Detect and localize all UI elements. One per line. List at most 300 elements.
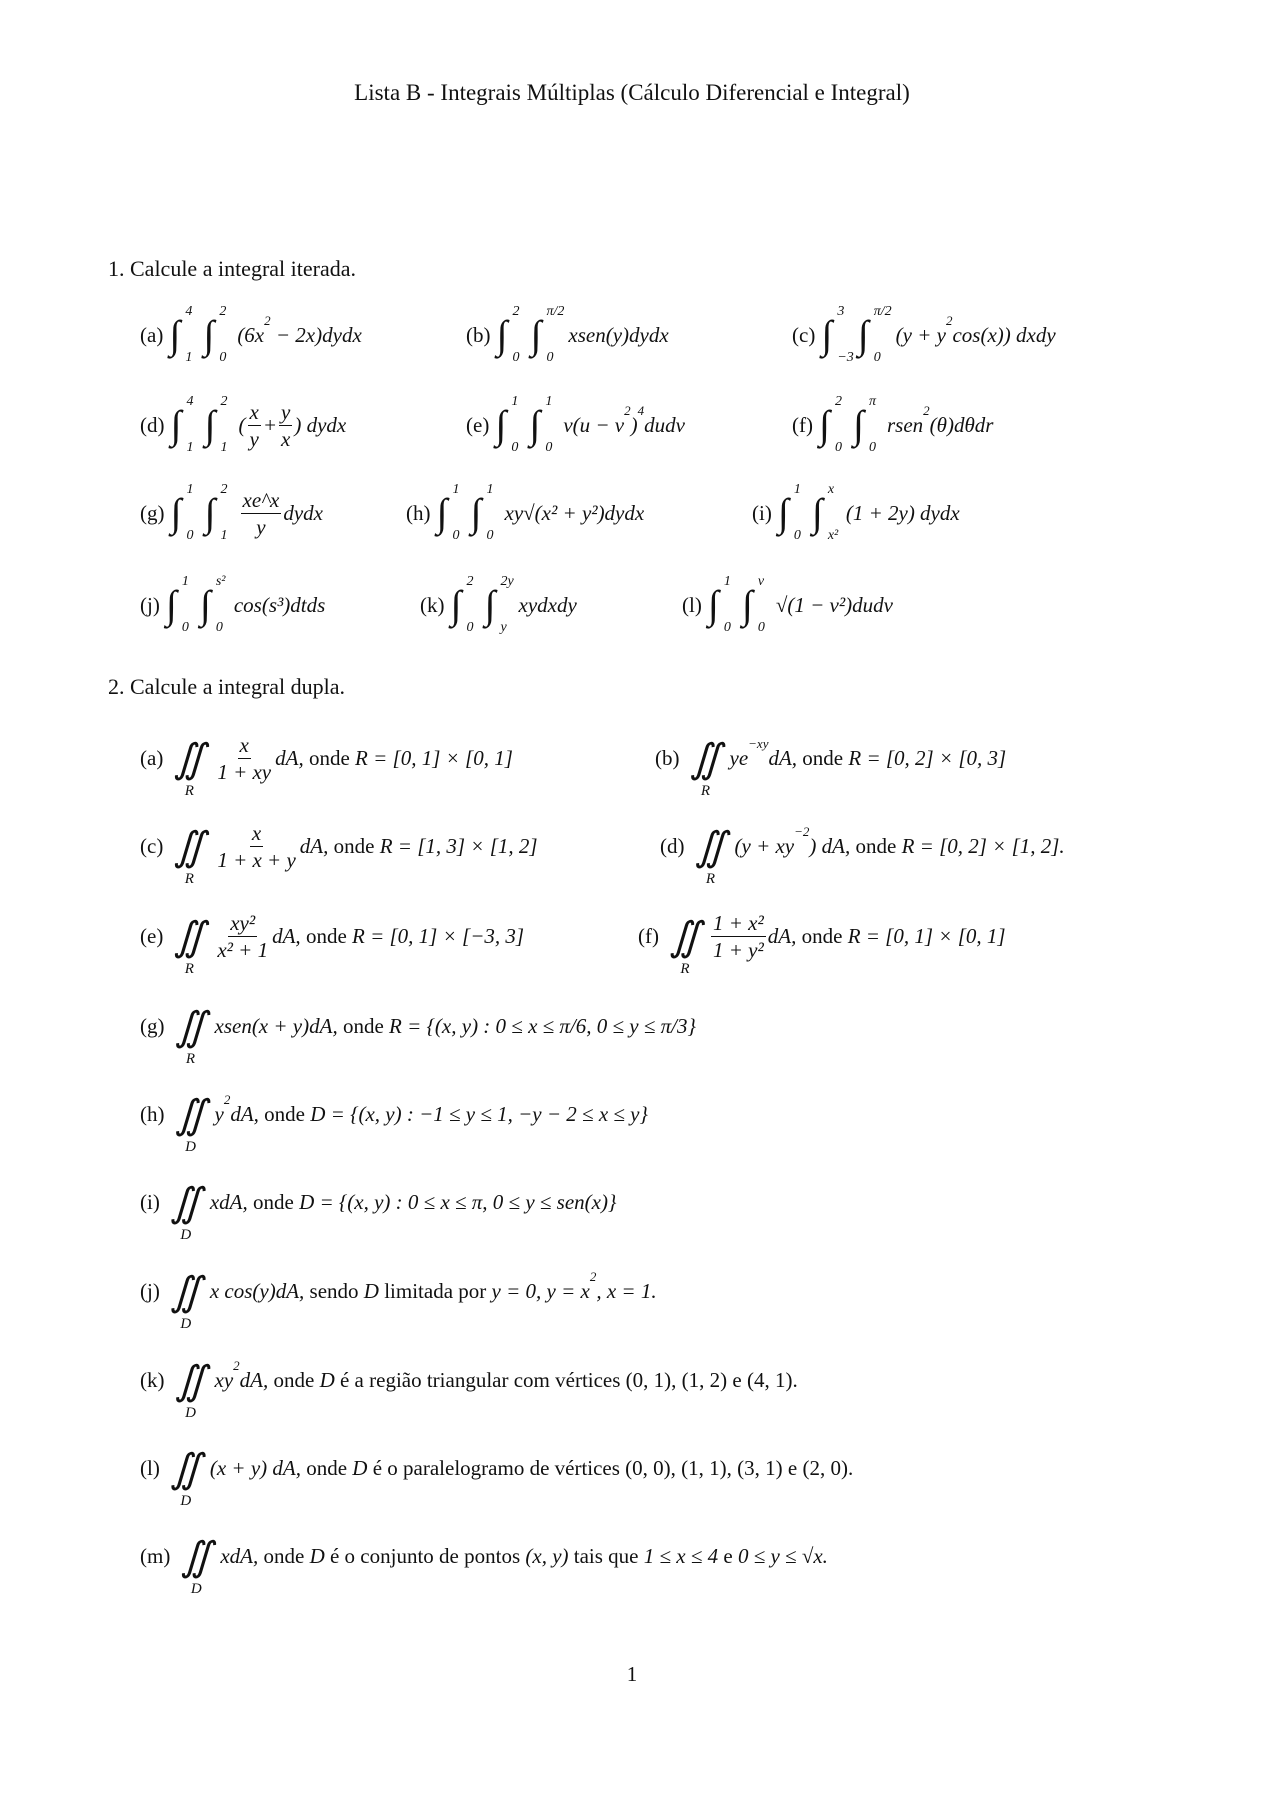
iterated-integral-item <box>682 565 893 645</box>
text: onde <box>263 1543 310 1568</box>
integral-limits <box>874 304 892 366</box>
page-number: 1 <box>626 1662 638 1686</box>
double-integral-item <box>660 806 1065 886</box>
double-integral-item <box>140 1162 616 1242</box>
math-expression: D <box>352 1455 373 1480</box>
math-expression: xy√(x² + y²)dydx <box>504 500 645 525</box>
double-integral-item <box>140 718 513 798</box>
integral-symbol: ∫ <box>496 312 508 357</box>
region-subscript: D <box>190 1581 202 1597</box>
math-expression: v(u − v <box>563 412 625 437</box>
integral-limits <box>182 574 196 636</box>
item-label: (j) <box>140 592 160 617</box>
double-integral-item <box>140 896 524 976</box>
upper-limit: 1 <box>545 394 553 409</box>
math-expression: cos(x)) dxdy <box>952 322 1056 347</box>
integral-limits <box>216 574 230 636</box>
math-expression: dudv <box>644 412 685 437</box>
math-expression: ye <box>729 745 749 770</box>
item-label: (l) <box>140 1455 160 1480</box>
math-expression: xdA, <box>209 1189 253 1214</box>
item-label: (c) <box>140 833 164 858</box>
integral-sign <box>495 392 525 458</box>
integral-symbol: ∫ <box>529 402 541 447</box>
iterated-integral-item <box>406 473 644 553</box>
iterated-integral-item <box>792 385 993 465</box>
superscript: −xy <box>748 736 769 751</box>
region-subscript: R <box>184 871 194 887</box>
lower-limit: 1 <box>220 528 228 543</box>
text: onde <box>305 923 353 948</box>
superscript: 2 <box>264 313 271 328</box>
item-label: (g) <box>140 500 165 525</box>
math-expression: D = {(x, y) : −1 ≤ y ≤ 1, −y − 2 ≤ x ≤ y} <box>310 1101 648 1126</box>
lower-limit: 0 <box>757 620 765 635</box>
math-expression: dA, <box>768 745 803 770</box>
integral-limits <box>828 482 842 544</box>
superscript: −2 <box>794 824 810 839</box>
item-label: (d) <box>140 412 165 437</box>
math-expression: dA, <box>299 833 334 858</box>
double-integral-sign <box>166 1269 206 1333</box>
integral-sign <box>858 302 892 368</box>
math-expression: 0 ≤ y ≤ √x. <box>737 1543 828 1568</box>
integral-symbol: ∫ <box>199 582 211 627</box>
integral-sign <box>529 392 559 458</box>
text: é a região triangular com vértices (0, 1), (1, 2) e (4, 1). <box>339 1367 798 1392</box>
integral-sign <box>200 572 230 638</box>
integral-sign <box>205 392 235 458</box>
item-label: (m) <box>140 1543 171 1568</box>
text: onde <box>855 833 902 858</box>
integral-limits <box>758 574 772 636</box>
fraction-denominator: 1 + y² <box>712 937 764 962</box>
integral-symbol: ∫ <box>470 490 482 535</box>
upper-limit: 1 <box>452 482 460 497</box>
integral-limits <box>724 574 738 636</box>
integral-sign <box>531 302 565 368</box>
iterated-integral-item <box>140 473 323 553</box>
integral-sign <box>203 302 233 368</box>
double-integral-sign <box>171 1092 211 1156</box>
lower-limit: 0 <box>181 620 189 635</box>
integral-symbol: ∫ <box>450 582 462 627</box>
integral-limits <box>794 482 808 544</box>
lower-limit: x² <box>827 528 839 543</box>
lower-limit: 1 <box>186 440 194 455</box>
upper-limit: 2 <box>834 394 842 409</box>
math-expression: (y + y <box>895 322 946 347</box>
region-subscript: R <box>700 783 711 799</box>
lower-limit: 0 <box>873 350 881 365</box>
item-label: (j) <box>140 1278 160 1303</box>
integral-limits <box>185 304 199 366</box>
text: é o paralelogramo de vértices (0, 0), (1, 1), (3, 1) e (2, 0). <box>372 1455 854 1480</box>
fraction-numerator: x <box>251 820 262 845</box>
text: onde <box>308 745 356 770</box>
integral-sign <box>205 480 235 546</box>
math-expression: cos(s³)dtds <box>233 592 326 617</box>
item-label: (e) <box>466 412 490 437</box>
region-subscript: R <box>680 961 690 977</box>
double-integral-symbol: ∬ <box>170 1180 202 1225</box>
integral-sign <box>437 480 467 546</box>
item-label: (h) <box>406 500 431 525</box>
item-label: (k) <box>420 592 445 617</box>
math-expression: R = [0, 2] × [0, 3] <box>848 745 1007 770</box>
integral-sign <box>451 572 481 638</box>
math-expression: xydxdy <box>518 592 577 617</box>
double-integral-sign <box>166 1446 206 1510</box>
upper-limit: 2 <box>219 304 227 319</box>
integral-limits <box>511 394 525 456</box>
upper-limit: 2 <box>220 482 228 497</box>
lower-limit: 0 <box>466 620 474 635</box>
fraction-denominator: 1 + x + y <box>217 847 296 872</box>
integral-limits <box>221 482 235 544</box>
double-integral-symbol: ∬ <box>689 736 722 781</box>
text: onde <box>342 1013 390 1038</box>
upper-limit: 1 <box>723 574 731 589</box>
region-subscript: D <box>180 1493 192 1509</box>
math-expression: (x, y) <box>525 1543 574 1568</box>
upper-limit: 2 <box>512 304 520 319</box>
text: limitada por <box>384 1278 492 1303</box>
integral-symbol: ∫ <box>857 312 869 357</box>
superscript: 2 <box>624 403 631 418</box>
superscript: 2 <box>223 1092 231 1107</box>
math-expression: R = [0, 1] × [0, 1] <box>847 923 1006 948</box>
fraction-denominator: 1 + xy <box>217 759 272 784</box>
integral-symbol: ∫ <box>165 582 177 627</box>
text: onde <box>801 923 848 948</box>
iterated-integral-item <box>140 565 325 645</box>
text: é o conjunto de pontos <box>329 1543 526 1568</box>
item-label: (i) <box>140 1189 160 1214</box>
fraction-denominator: y <box>256 514 266 539</box>
double-integral-sign <box>169 914 209 978</box>
integral-symbol: ∫ <box>169 312 181 357</box>
math-expression: D = {(x, y) : 0 ≤ x ≤ π, 0 ≤ y ≤ sen(x)} <box>299 1189 617 1214</box>
superscript: 2 <box>233 1358 240 1373</box>
integral-sign <box>778 480 808 546</box>
fraction-numerator: xe^x <box>242 487 280 512</box>
fraction-numerator: y <box>281 399 291 424</box>
math-expression: R = {(x, y) : 0 ≤ x ≤ π/6, 0 ≤ y ≤ π/3} <box>389 1013 696 1038</box>
integral-symbol: ∫ <box>204 402 216 447</box>
superscript: 4 <box>637 403 645 418</box>
fraction-numerator: x <box>249 399 259 424</box>
fraction <box>215 911 270 962</box>
math-expression: xy <box>214 1367 234 1392</box>
double-integral-item <box>140 806 538 886</box>
integral-sign <box>169 302 199 368</box>
upper-limit: 2 <box>466 574 474 589</box>
integral-limits <box>467 574 481 636</box>
math-expression: (θ)dθdr <box>929 412 994 437</box>
math-expression: R = [0, 1] × [−3, 3] <box>352 923 525 948</box>
item-label: (i) <box>752 500 772 525</box>
integral-symbol: ∫ <box>707 582 719 627</box>
integral-sign <box>853 392 883 458</box>
upper-limit: 1 <box>486 482 494 497</box>
integral-symbol: ∫ <box>170 402 182 447</box>
integral-symbol: ∫ <box>818 402 830 447</box>
upper-limit: 3 <box>837 304 845 319</box>
math-expression: (6x <box>237 322 265 347</box>
item-label: (a) <box>140 322 164 347</box>
integral-symbol: ∫ <box>852 402 864 447</box>
math-expression: y <box>214 1101 224 1126</box>
upper-limit: x <box>827 482 835 497</box>
math-expression: xdA, <box>220 1543 264 1568</box>
item-label: (e) <box>140 923 164 948</box>
double-integral-sign <box>665 914 705 978</box>
double-integral-symbol: ∬ <box>174 1004 207 1049</box>
superscript: 2 <box>589 1269 597 1284</box>
item-label: (f) <box>638 923 659 948</box>
integral-symbol: ∫ <box>777 490 789 535</box>
region-subscript: D <box>185 1405 196 1421</box>
double-integral-item <box>140 1516 828 1596</box>
lower-limit: 0 <box>486 528 494 543</box>
math-expression: (1 + 2y) dydx <box>845 500 960 525</box>
math-expression: x cos(y)dA, <box>209 1278 310 1303</box>
math-expression: (x + y) dA, <box>209 1455 307 1480</box>
integral-sign <box>708 572 738 638</box>
math-expression: xsen(y)dydx <box>568 322 669 347</box>
lower-limit: 0 <box>834 440 842 455</box>
item-label: (b) <box>466 322 491 347</box>
integral-limits <box>219 304 233 366</box>
integral-symbol: ∫ <box>203 312 215 357</box>
double-integral-symbol: ∬ <box>170 1446 202 1491</box>
upper-limit: 1 <box>186 482 194 497</box>
math-expression: ) <box>630 412 638 437</box>
double-integral-sign <box>166 1180 206 1244</box>
region-subscript: D <box>180 1316 192 1332</box>
upper-limit: 2 <box>220 394 228 409</box>
integral-limits <box>501 574 515 636</box>
math-expression: xsen(x + y)dA, <box>214 1013 343 1038</box>
item-label: (f) <box>792 412 813 437</box>
fraction <box>279 400 292 451</box>
item-label: (g) <box>140 1013 165 1038</box>
math-expression: D <box>319 1367 340 1392</box>
math-expression: R = [1, 3] × [1, 2] <box>379 833 538 858</box>
iterated-integral-item <box>140 385 346 465</box>
double-integral-symbol: ∬ <box>170 1269 202 1314</box>
double-integral-item <box>638 896 1006 976</box>
superscript: 2 <box>923 403 930 418</box>
lower-limit: y <box>500 620 507 635</box>
fraction-denominator: y <box>249 426 259 451</box>
double-integral-symbol: ∬ <box>180 1534 213 1579</box>
integral-limits <box>547 304 565 366</box>
double-integral-sign <box>686 736 726 800</box>
lower-limit: 1 <box>220 440 228 455</box>
integral-sign <box>812 480 842 546</box>
integral-sign <box>742 572 772 638</box>
double-integral-item <box>140 1340 798 1420</box>
item-label: (l) <box>682 592 702 617</box>
fraction <box>248 400 261 451</box>
region-subscript: R <box>185 1051 196 1067</box>
lower-limit: −3 <box>837 350 854 365</box>
region-subscript: D <box>185 1139 196 1155</box>
math-expression: R = [0, 2] × [1, 2]. <box>901 833 1065 858</box>
fraction <box>215 733 273 784</box>
double-integral-item <box>140 1251 657 1331</box>
iterated-integral-item <box>792 295 1056 375</box>
integral-limits <box>453 482 467 544</box>
section-1-heading: 1. Calcule a integral iterada. <box>108 256 356 281</box>
math-expression: (y + xy <box>734 833 795 858</box>
math-expression: dA, <box>239 1367 274 1392</box>
integral-sign <box>171 480 201 546</box>
lower-limit: 0 <box>545 440 553 455</box>
integral-limits <box>513 304 527 366</box>
upper-limit: π/2 <box>546 304 565 319</box>
integral-symbol: ∫ <box>436 490 448 535</box>
fraction <box>241 488 282 539</box>
math-expression: D <box>363 1278 385 1303</box>
upper-limit: π <box>868 394 876 409</box>
integral-sign <box>166 572 196 638</box>
upper-limit: 2y <box>500 574 514 589</box>
upper-limit: 1 <box>793 482 801 497</box>
integral-sign <box>819 392 849 458</box>
text: onde <box>252 1189 300 1214</box>
text: onde <box>306 1455 353 1480</box>
integral-limits <box>187 482 201 544</box>
integral-symbol: ∫ <box>170 490 182 535</box>
text: e <box>723 1543 738 1568</box>
double-integral-symbol: ∬ <box>173 824 206 869</box>
integral-limits <box>869 394 883 456</box>
integral-symbol: ∫ <box>495 402 507 447</box>
item-label: (a) <box>140 745 164 770</box>
fraction <box>215 821 297 872</box>
integral-sign <box>171 392 201 458</box>
math-expression: rsen <box>886 412 924 437</box>
lower-limit: 0 <box>215 620 223 635</box>
math-expression: 1 ≤ x ≤ 4 <box>643 1543 724 1568</box>
section-2-heading: 2. Calcule a integral dupla. <box>108 674 346 699</box>
lower-limit: 1 <box>185 350 193 365</box>
double-integral-item <box>140 1428 853 1508</box>
integral-symbol: ∫ <box>204 490 216 535</box>
math-expression: ) dydx <box>294 412 347 437</box>
region-subscript: D <box>180 1227 192 1243</box>
text: onde <box>264 1101 311 1126</box>
double-integral-item <box>140 986 696 1066</box>
integral-limits <box>545 394 559 456</box>
iterated-integral-item <box>466 385 685 465</box>
double-integral-item <box>140 1074 648 1154</box>
integral-symbol: ∫ <box>821 312 833 357</box>
integral-limits <box>487 482 501 544</box>
double-integral-symbol: ∬ <box>174 1092 207 1137</box>
fraction-numerator: 1 + x² <box>712 910 764 935</box>
lower-limit: 0 <box>512 350 520 365</box>
superscript: 2 <box>945 313 953 328</box>
fraction <box>711 911 766 962</box>
integral-sign <box>485 572 515 638</box>
lower-limit: 0 <box>219 350 227 365</box>
iterated-integral-item <box>140 295 362 375</box>
item-label: (c) <box>792 322 816 347</box>
double-integral-sign <box>171 1358 211 1422</box>
fraction-denominator: x² + 1 <box>217 937 269 962</box>
region-subscript: R <box>705 871 716 887</box>
text: sendo <box>309 1278 364 1303</box>
upper-limit: 1 <box>181 574 189 589</box>
fraction-numerator: xy² <box>230 910 256 935</box>
item-label: (h) <box>140 1101 165 1126</box>
integral-sign <box>497 302 527 368</box>
upper-limit: v <box>757 574 765 589</box>
math-expression: dA, <box>767 923 802 948</box>
integral-sign <box>821 302 853 368</box>
math-expression: D <box>309 1543 330 1568</box>
page-title: Lista B - Integrais Múltiplas (Cálculo Diferencial e Integral) <box>354 80 910 105</box>
integral-limits <box>835 394 849 456</box>
math-expression: √(1 − v²)dudv <box>775 592 893 617</box>
double-integral-sign <box>171 1004 211 1068</box>
upper-limit: 4 <box>185 304 193 319</box>
upper-limit: s² <box>215 574 226 589</box>
integral-symbol: ∫ <box>484 582 496 627</box>
region-subscript: R <box>184 783 194 799</box>
double-integral-sign <box>691 824 731 888</box>
math-expression: dA, <box>230 1101 265 1126</box>
double-integral-symbol: ∬ <box>694 824 727 869</box>
math-expression: dydx <box>283 500 323 525</box>
integral-symbol: ∫ <box>811 490 823 535</box>
math-expression: dA, <box>275 745 309 770</box>
integral-symbol: ∫ <box>530 312 542 357</box>
integral-symbol: ∫ <box>741 582 753 627</box>
lower-limit: 0 <box>511 440 519 455</box>
lower-limit: 0 <box>452 528 460 543</box>
iterated-integral-item <box>752 473 960 553</box>
integral-limits <box>187 394 201 456</box>
double-integral-sign <box>176 1534 216 1598</box>
integral-limits <box>837 304 853 366</box>
math-expression: , x = 1. <box>596 1278 657 1303</box>
upper-limit: π/2 <box>873 304 892 319</box>
text: tais que <box>573 1543 644 1568</box>
integral-sign <box>471 480 501 546</box>
integral-limits <box>221 394 235 456</box>
lower-limit: 0 <box>186 528 194 543</box>
iterated-integral-item <box>420 565 577 645</box>
double-integral-symbol: ∬ <box>173 736 206 781</box>
text: onde <box>333 833 380 858</box>
double-integral-sign <box>169 736 209 800</box>
lower-limit: 0 <box>723 620 731 635</box>
item-label: (d) <box>660 833 685 858</box>
lower-limit: 0 <box>868 440 876 455</box>
item-label: (k) <box>140 1367 165 1392</box>
item-label: (b) <box>655 745 680 770</box>
lower-limit: 0 <box>793 528 801 543</box>
math-expression: dA, <box>272 923 306 948</box>
math-expression: y = 0, y = x <box>491 1278 590 1303</box>
math-expression: ( <box>238 412 246 437</box>
upper-limit: 4 <box>186 394 194 409</box>
